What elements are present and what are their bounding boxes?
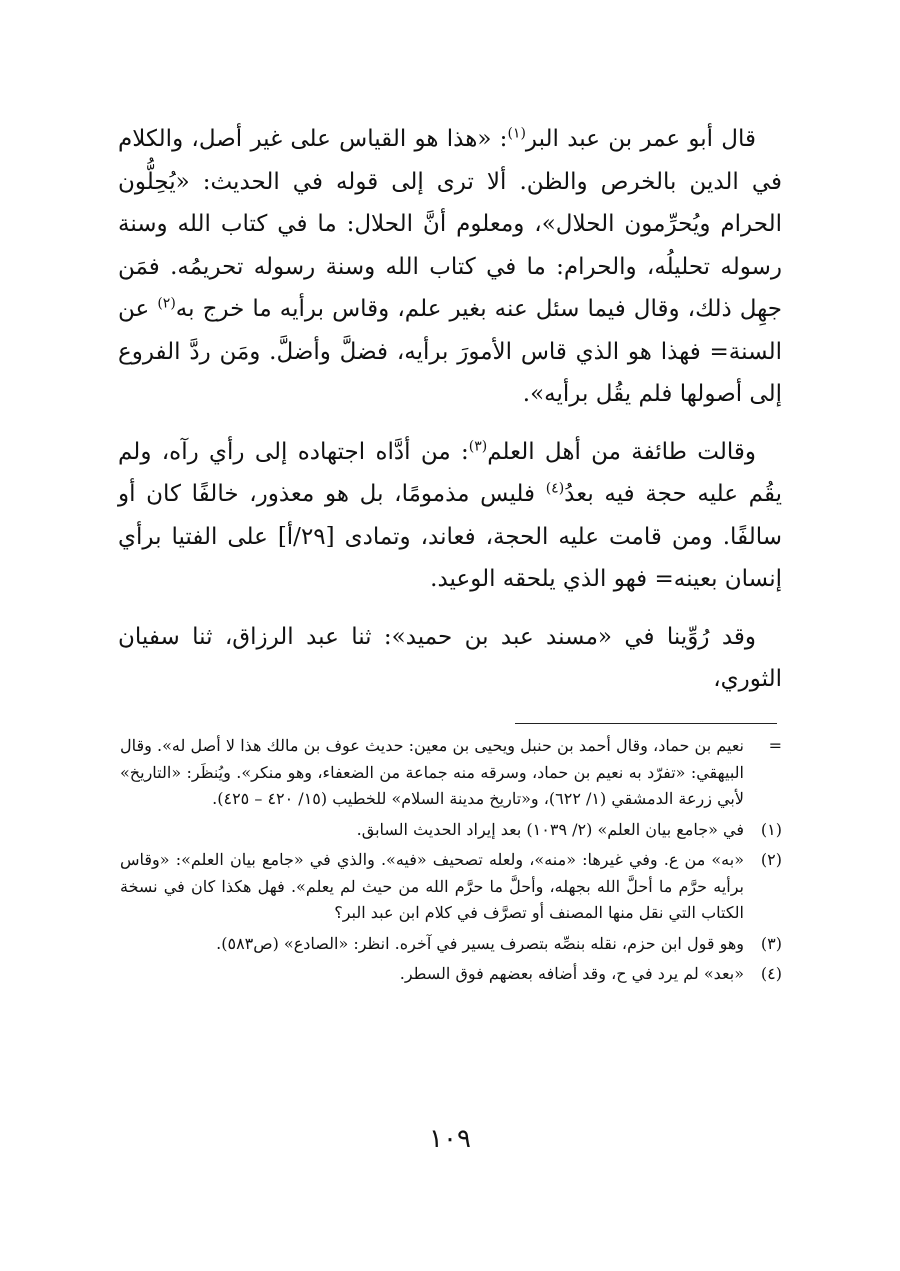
paragraph-2-text-c: فليس مذمومًا، بل هو معذور، خالفًا كان أو سالفًا. ومن قامت عليه الحجة، فعاند، وتمادى [٢٩/أ] على الفتيا برأي إنسان بعينه= فهو الذي يلحقه الوعيد. bbox=[118, 481, 782, 592]
paragraph-1 bbox=[118, 118, 782, 416]
footnote-3 bbox=[120, 931, 782, 958]
footnote-marker: (٤) bbox=[760, 964, 782, 983]
footnote-marker: (١) bbox=[760, 819, 782, 839]
footnotes bbox=[120, 733, 782, 988]
main-text bbox=[118, 118, 782, 701]
footnote-separator bbox=[515, 723, 777, 724]
paragraph-2-text-a: وقالت طائفة من أهل العلم bbox=[487, 438, 756, 465]
footnote-ref-2: (٢) bbox=[157, 295, 176, 312]
footnote-text: وهو قول ابن حزم، نقله بنصِّه بتصرف يسير في آخره. انظر: «الصادع» (ص٥٨٣). bbox=[216, 933, 744, 953]
paragraph-2 bbox=[118, 431, 782, 601]
paragraph-1-text-b: : «هذا هو القياس على غير أصل، والكلام في الدين بالخرص والظن. ألا ترى إلى قوله في الحديث: «يُحِلُّون الحرام ويُحرِّمون الحلال»، ومعلوم أنَّ الحلال: ما في كتاب الله وسنة رسوله تحليلُه، والحرام: ما في كتاب الله وسنة رسوله تحريمُه. فمَن جهِل ذلك، وقال فيما سئل عنه بغير علم، وقاس برأيه ما خرج به bbox=[118, 126, 783, 322]
footnote-text: «بعد» لم يرد في ح، وقد أضافه بعضهم فوق السطر. bbox=[399, 964, 744, 983]
footnote-text: في «جامع بيان العلم» (٢/ ١٠٣٩) بعد إيراد الحديث السابق. bbox=[356, 819, 744, 839]
footnote-ref-1: (١) bbox=[507, 125, 526, 142]
paragraph-1-text-c: عن السنة= فهذا هو الذي قاس الأمورَ برأيه، فضلَّ وأضلَّ. ومَن ردَّ الفروع إلى أصولها فلم يقُل برأيه». bbox=[118, 296, 782, 407]
footnote-marker: (٢) bbox=[760, 850, 782, 869]
footnote-text: «به» من ع. وفي غيرها: «منه»، ولعله تصحيف «فيه». والذي في «جامع بيان العلم»: «وقاس برأيه حرَّم ما أحلَّ الله بجهله، وأحلَّ ما حرَّم الله من حيث لم يعلم». فهل هكذا كان في نسخة الكتاب التي نقل منها المصنف أو تصرَّف في كلام ابن عبد البر؟ bbox=[120, 850, 744, 922]
footnote-continuation bbox=[120, 733, 782, 813]
footnote-text: نعيم بن حماد، وقال أحمد بن حنبل ويحيى بن معين: حديث عوف بن مالك هذا لا أصل له». وقال البيهقي: «تفرّد به نعيم بن حماد، وسرقه منه جماعة من الضعفاء، وهو منكر». ويُنظَر: «التاريخ» لأبي زرعة الدمشقي (١/ ٦٢٢)، و«تاريخ مدينة السلام» للخطيب (١٥/ ٤٢٠ – ٤٢٥). bbox=[120, 736, 745, 808]
footnote-4 bbox=[120, 961, 782, 988]
footnote-2 bbox=[120, 847, 782, 927]
page-number: ١٠٩ bbox=[429, 1124, 471, 1154]
paragraph-2-text-b: : من أدَّاه اجتهاده إلى رأي رآه، ولم يقُم عليه حجة فيه بعدُ bbox=[118, 438, 782, 507]
paragraph-1-text-a: قال أبو عمر بن عبد البر bbox=[525, 126, 756, 152]
paragraph-3: وقد رُوِّينا في «مسند عبد بن حميد»: ثنا عبد الرزاق، ثنا سفيان الثوري، bbox=[118, 623, 782, 692]
footnote-marker: (٣) bbox=[760, 933, 782, 953]
footnote-1 bbox=[120, 817, 782, 844]
footnote-ref-4: (٤) bbox=[545, 480, 565, 497]
footnote-marker: = bbox=[768, 736, 782, 755]
footnote-ref-3: (٣) bbox=[468, 437, 488, 454]
